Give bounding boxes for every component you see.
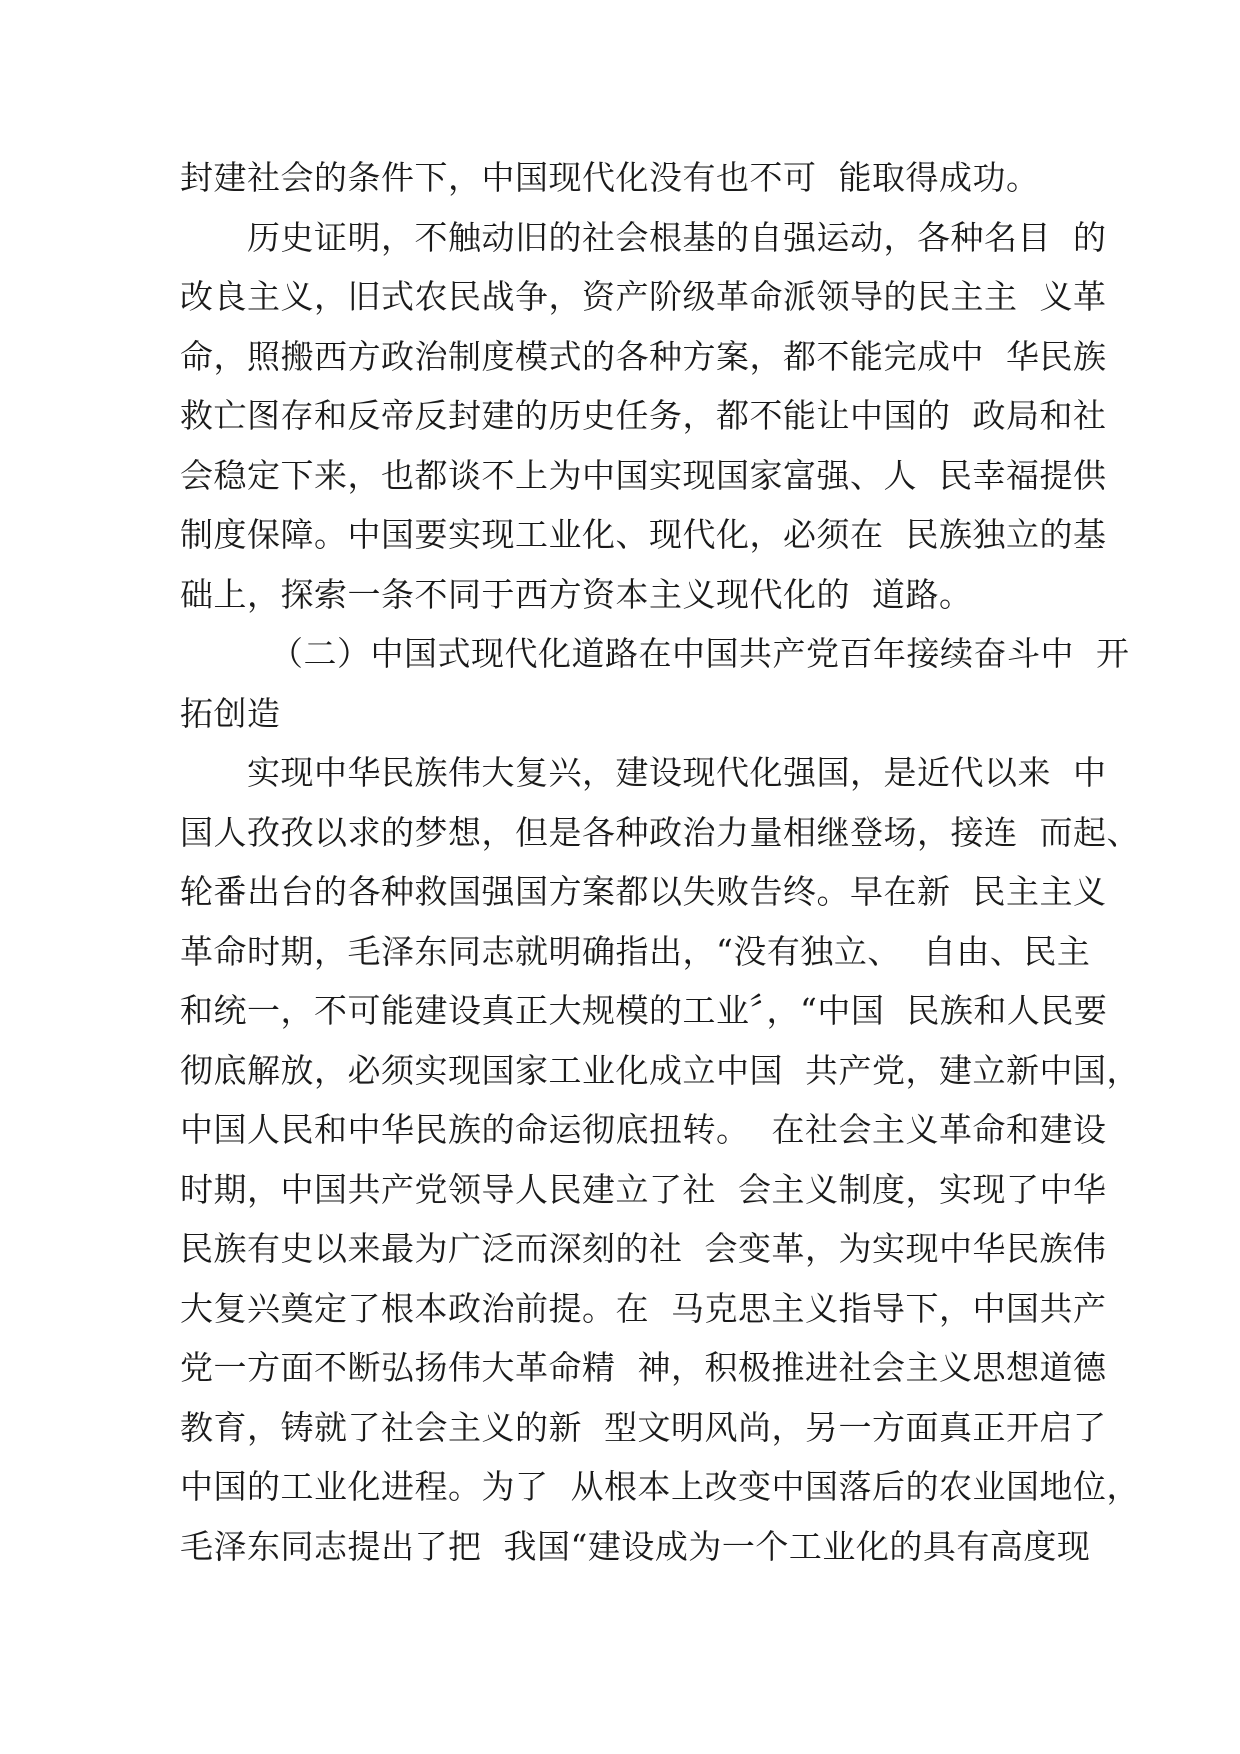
- text-line: 彻底解放，必须实现国家工业化成立中国 共产党，建立新中国，: [180, 1050, 1140, 1090]
- text-line: 轮番出台的各种救国强国方案都以失败告终。早在新 民主主义: [180, 872, 1107, 911]
- text-line: 中国人民和中华民族的命运彻底扭转。 在社会主义革命和建设: [180, 1110, 1107, 1149]
- text-line: 教育，铸就了社会主义的新 型文明风尚，另一方面真正开启了: [180, 1407, 1107, 1447]
- text-line: 救亡图存和反帝反封建的历史任务，都不能让中国的 政局和社: [180, 396, 1107, 435]
- text-line: 国人孜孜以求的梦想，但是各种政治力量相继登场，接连 而起、: [180, 812, 1140, 852]
- text-line: 革命时期，毛泽东同志就明确指出，“没有独立、 自由、民主: [180, 931, 1091, 971]
- text-line: 制度保障。中国要实现工业化、现代化，必须在 民族独立的基: [180, 515, 1107, 554]
- text-line: 和统一，不可能建设真正大规模的工业〞，“中国 民族和人民要: [180, 991, 1108, 1030]
- document-body: [180, 148, 1140, 1576]
- text-line: 会稳定下来，也都谈不上为中国实现国家富强、人 民幸福提供: [180, 455, 1107, 495]
- text-line: 民族有史以来最为广泛而深刻的社 会变革，为实现中华民族伟: [180, 1229, 1107, 1268]
- text-line: 大复兴奠定了根本政治前提。在 马克思主义指导下，中国共产: [180, 1288, 1107, 1328]
- paragraph-start-line: 历史证明，不触动旧的社会根基的自强运动，各种名目 的: [247, 217, 1107, 257]
- text-line: 毛泽东同志提出了把 我国“建设成为一个工业化的具有高度现: [180, 1526, 1091, 1566]
- paragraph-start-line: 实现中华民族伟大复兴，建设现代化强国，是近代以来 中: [247, 753, 1107, 792]
- text-line: 封建社会的条件下，中国现代化没有也不可 能取得成功。: [180, 158, 1040, 197]
- text-line: 改良主义，旧式农民战争，资产阶级革命派领导的民主主 义革: [180, 277, 1107, 316]
- text-line: 中国的工业化进程。为了 从根本上改变中国落后的农业国地位，: [180, 1467, 1140, 1506]
- section-heading: （二）中国式现代化道路在中国共产党百年接续奋斗中 开: [270, 634, 1130, 673]
- text-line: 命，照搬西方政治制度模式的各种方案，都不能完成中 华民族: [180, 336, 1107, 376]
- text-line: 党一方面不断弘扬伟大革命精 神，积极推进社会主义思想道德: [180, 1348, 1107, 1387]
- text-line: 时期，中国共产党领导人民建立了社 会主义制度，实现了中华: [180, 1169, 1107, 1209]
- section-heading-continued: 拓创造: [180, 693, 281, 733]
- text-line: 础上，探索一条不同于西方资本主义现代化的 道路。: [180, 574, 973, 614]
